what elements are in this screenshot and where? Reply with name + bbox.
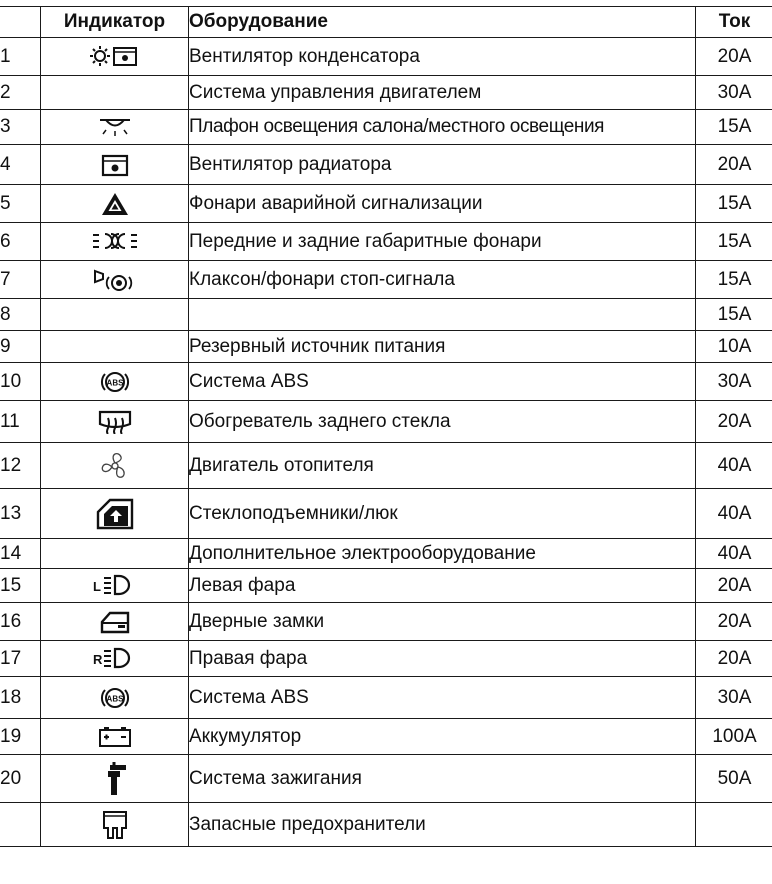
right-headlamp-icon [91,647,139,669]
table-row [0,539,772,569]
indicator-cell [41,443,189,489]
indicator-cell [41,755,189,803]
svg-text:ABS: ABS [106,378,123,387]
table-row [0,76,772,110]
abs-icon [99,685,131,711]
fuse-table [0,6,772,847]
indicator-cell [41,603,189,641]
table-row [0,603,772,641]
fuse-rating [696,803,772,847]
fuse-rating: 20A [696,145,772,185]
table-row [0,443,772,489]
equipment-name: Передние и задние габаритные фонари [189,223,696,261]
indicator-cell [41,185,189,223]
equipment-name: Клаксон/фонари стоп-сигнала [189,261,696,299]
table-row [0,363,772,401]
table-row [0,331,772,363]
fuse-number: 9 [0,331,41,363]
fuse-number: 6 [0,223,41,261]
equipment-name: Стеклоподъемники/люк [189,489,696,539]
fuse-number: 1 [0,38,41,76]
table-row [0,401,772,443]
fuse-number: 16 [0,603,41,641]
horn-stop-lamp-icon [93,268,137,292]
indicator-cell [41,569,189,603]
fuse-rating: 30A [696,677,772,719]
ignition-icon [102,761,128,797]
left-headlamp-icon [91,574,139,596]
fuse-number: 15 [0,569,41,603]
fuse-number: 10 [0,363,41,401]
equipment-name: Запасные предохранители [189,803,696,847]
fuse-rating: 15A [696,223,772,261]
table-row [0,641,772,677]
radiator-fan-icon [101,153,129,177]
table-row [0,145,772,185]
indicator-cell [41,299,189,331]
rear-defroster-icon [97,410,133,434]
indicator-cell [41,803,189,847]
fuse-table-body [0,38,772,847]
fuse-rating: 30A [696,76,772,110]
power-window-icon [96,498,134,530]
svg-text:L: L [92,579,101,595]
fuse-number: 8 [0,299,41,331]
equipment-name: Вентилятор конденсатора [189,38,696,76]
table-row [0,569,772,603]
indicator-cell [41,363,189,401]
fuse-number: 19 [0,719,41,755]
fuse-rating: 20A [696,38,772,76]
header-current: Ток [696,7,772,38]
equipment-name: Плафон освещения салона/местного освещения [189,110,696,145]
fuse-number: 4 [0,145,41,185]
table-row [0,261,772,299]
table-row [0,38,772,76]
fuse-number: 20 [0,755,41,803]
equipment-name: Система ABS [189,363,696,401]
indicator-cell [41,489,189,539]
table-row [0,755,772,803]
fuse-number: 13 [0,489,41,539]
fuse-number: 17 [0,641,41,677]
svg-text:R: R [92,652,102,668]
fuse-rating: 100A [696,719,772,755]
equipment-name: Система управления двигателем [189,76,696,110]
indicator-cell [41,145,189,185]
table-row [0,489,772,539]
fuse-rating: 40A [696,489,772,539]
table-row [0,110,772,145]
indicator-cell [41,401,189,443]
table-row [0,185,772,223]
svg-text:ABS: ABS [106,694,123,703]
indicator-cell [41,261,189,299]
table-row [0,223,772,261]
fuse-number: 2 [0,76,41,110]
fuse-rating: 20A [696,569,772,603]
fuse-rating: 15A [696,110,772,145]
fuse-number: 11 [0,401,41,443]
equipment-name: Система ABS [189,677,696,719]
fuse-rating: 20A [696,603,772,641]
blower-fan-icon [99,451,131,481]
fuse-number: 14 [0,539,41,569]
equipment-name: Вентилятор радиатора [189,145,696,185]
indicator-cell [41,110,189,145]
equipment-name [189,299,696,331]
fuse-number: 3 [0,110,41,145]
equipment-name: Обогреватель заднего стекла [189,401,696,443]
fuse-number: 5 [0,185,41,223]
equipment-name: Правая фара [189,641,696,677]
header-equipment: Оборудование [189,7,696,38]
spare-fuse-icon [100,810,130,840]
indicator-cell [41,719,189,755]
fuse-number: 7 [0,261,41,299]
equipment-name: Дополнительное электрооборудование [189,539,696,569]
table-header-row [0,7,772,38]
fuse-rating: 15A [696,261,772,299]
hazard-warning-icon [101,192,129,216]
header-number [0,7,41,38]
header-indicator: Индикатор [41,7,189,38]
indicator-cell [41,331,189,363]
room-lamp-icon [97,117,133,137]
equipment-name: Левая фара [189,569,696,603]
fuse-rating: 50A [696,755,772,803]
table-row [0,803,772,847]
equipment-name: Фонари аварийной сигнализации [189,185,696,223]
door-lock-icon [100,610,130,634]
battery-icon [98,725,132,747]
fuse-rating: 20A [696,401,772,443]
fuse-rating: 15A [696,299,772,331]
indicator-cell [41,76,189,110]
indicator-cell [41,223,189,261]
table-row [0,299,772,331]
equipment-name: Дверные замки [189,603,696,641]
indicator-cell [41,38,189,76]
fuse-rating: 15A [696,185,772,223]
condenser-fan-icon [90,45,140,67]
parking-lights-icon [91,231,139,251]
fuse-rating: 40A [696,443,772,489]
indicator-cell [41,677,189,719]
fuse-rating: 30A [696,363,772,401]
indicator-cell [41,539,189,569]
equipment-name: Система зажигания [189,755,696,803]
abs-icon [99,369,131,395]
fuse-number: 18 [0,677,41,719]
equipment-name: Двигатель отопителя [189,443,696,489]
equipment-name: Резервный источник питания [189,331,696,363]
fuse-rating: 10A [696,331,772,363]
fuse-number [0,803,41,847]
fuse-number: 12 [0,443,41,489]
table-row [0,719,772,755]
fuse-rating: 40A [696,539,772,569]
table-row [0,677,772,719]
fuse-rating: 20A [696,641,772,677]
equipment-name: Аккумулятор [189,719,696,755]
indicator-cell [41,641,189,677]
